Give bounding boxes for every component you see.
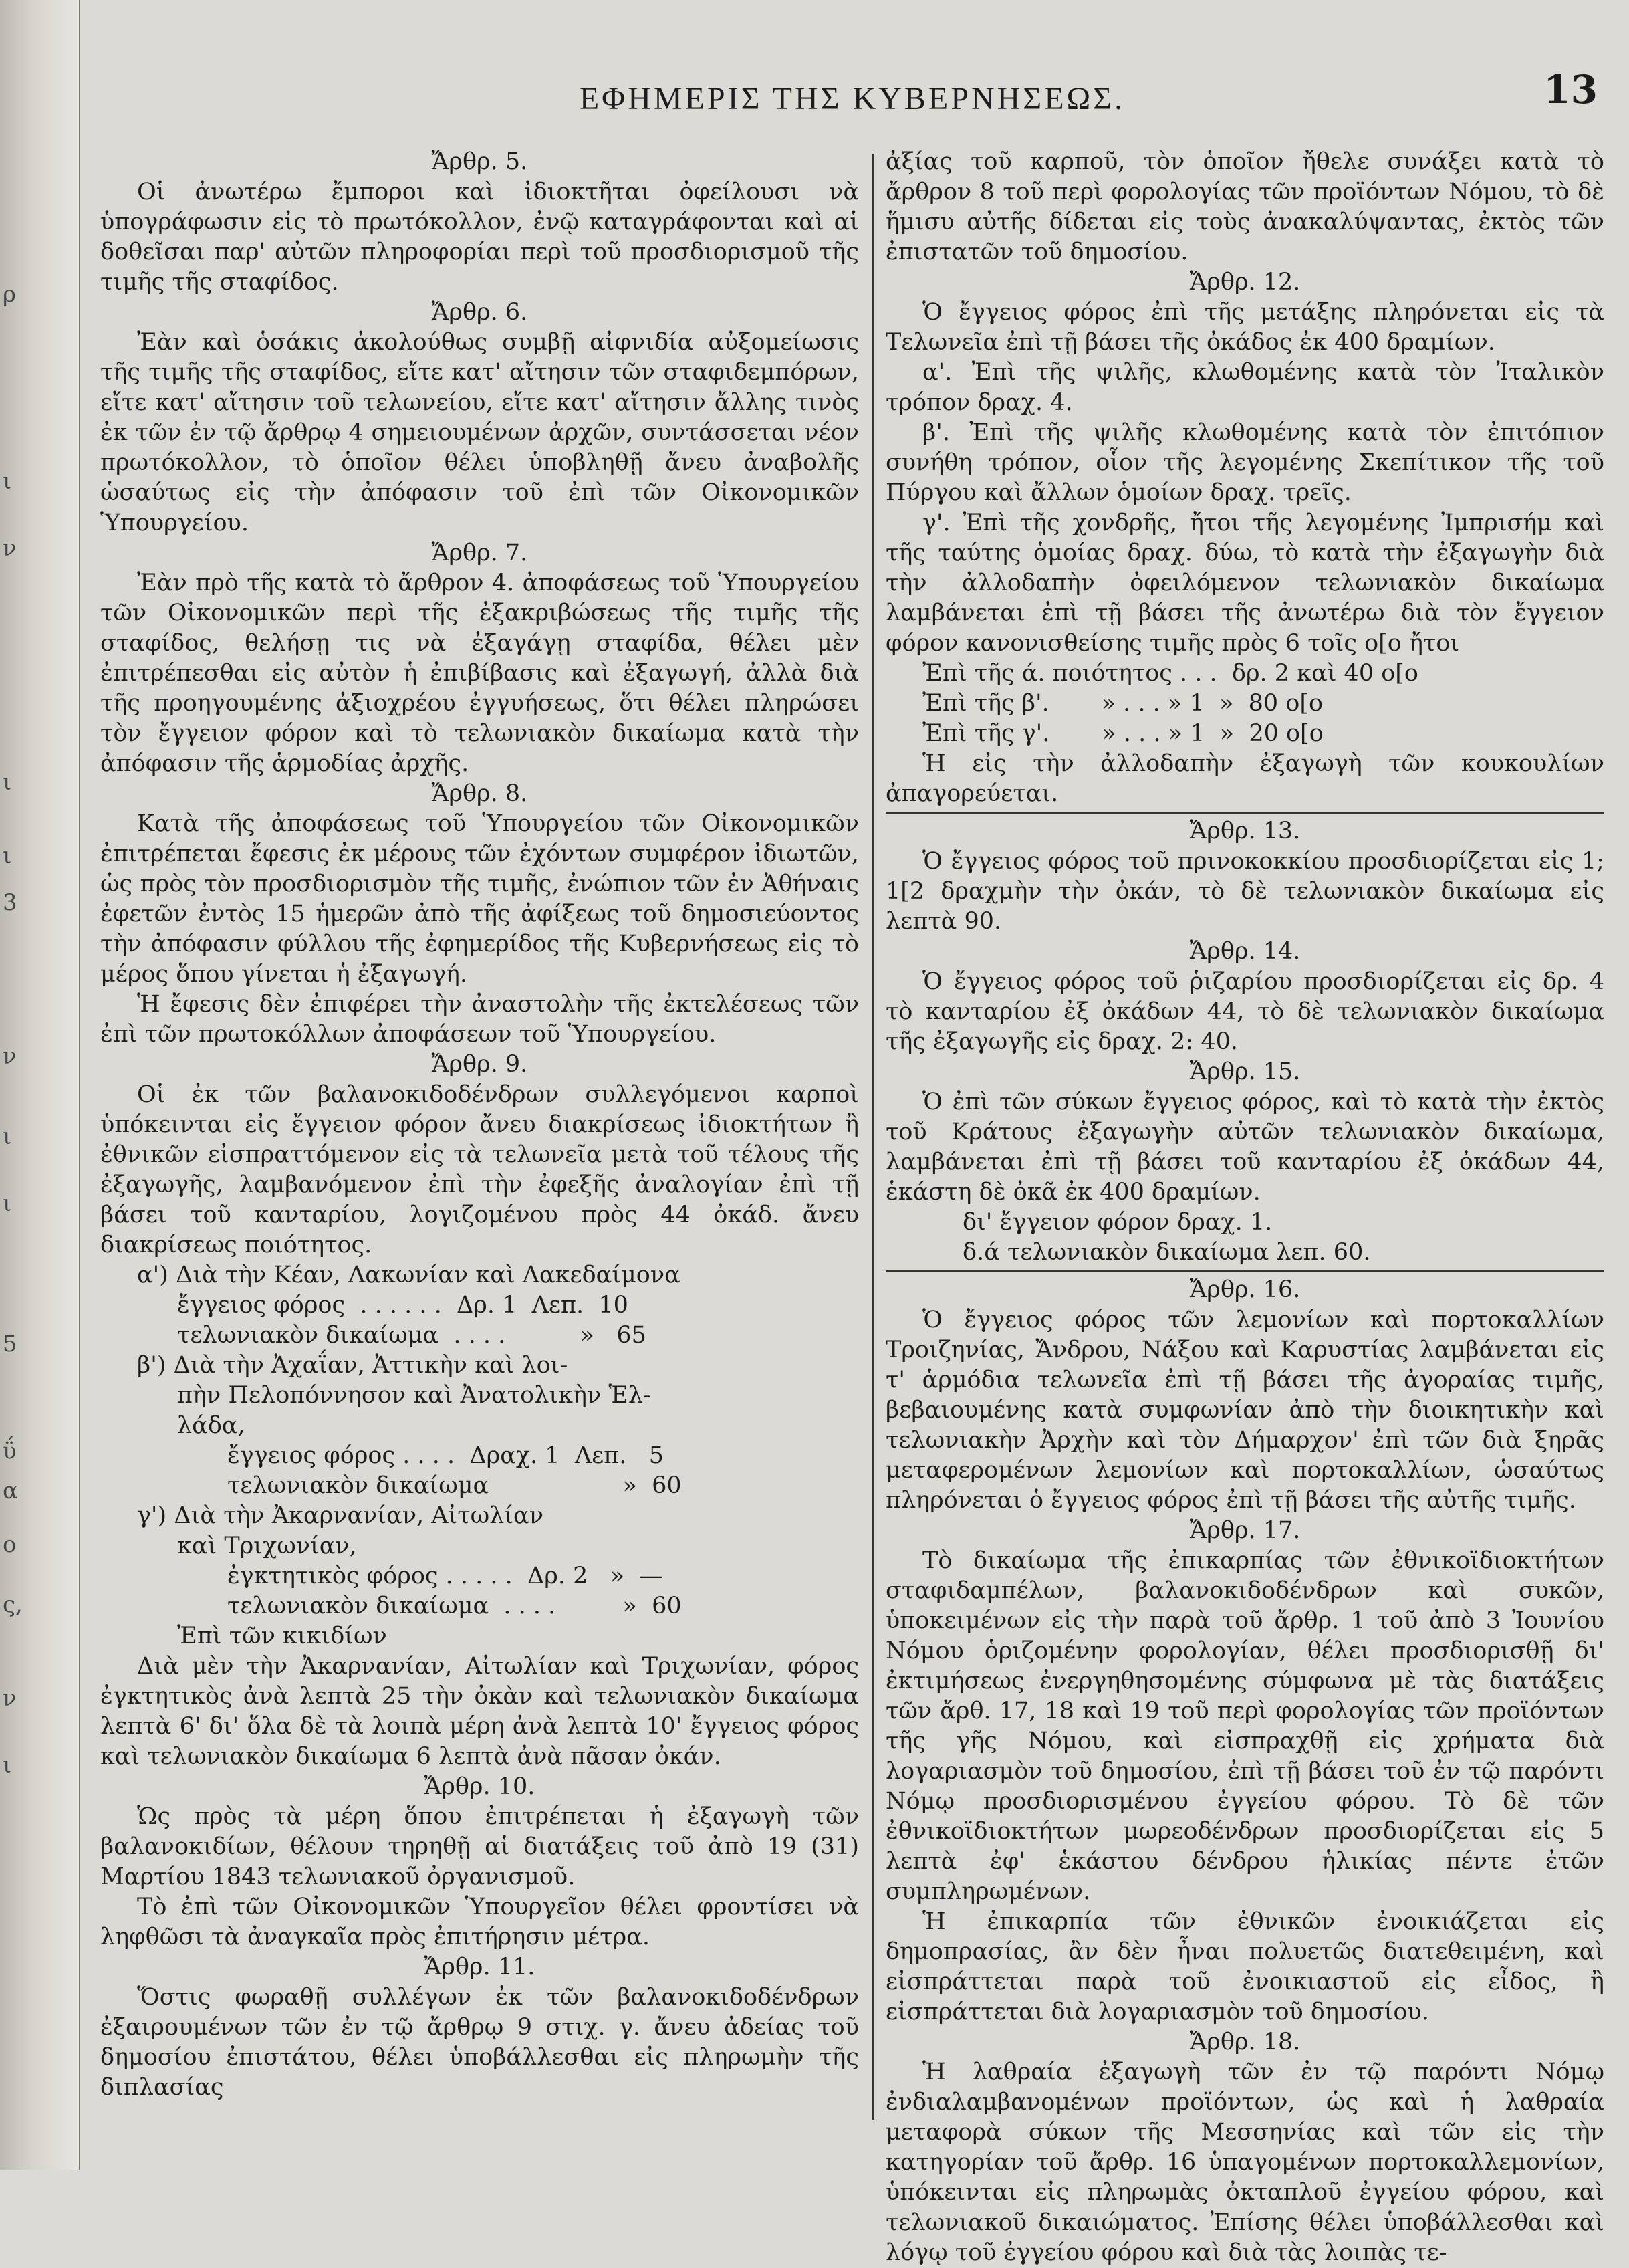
article-heading: Ἄρθρ. 5. <box>431 148 528 175</box>
tariff-line: Ἐπὶ τῆς γ'. » . . . » 1 » 20 ο[ο <box>922 720 1324 747</box>
paragraph: α'. Ἐπὶ τῆς ψιλῆς, κλωθομένης κατὰ τὸν Ἰταλικὸν τρόπον δραχ. 4. <box>886 359 1604 416</box>
tariff-line: Ἐπὶ τῆς β'. » . . . » 1 » 80 ο[ο <box>922 690 1324 717</box>
tariff-line: πὴν Πελοπόννησον καὶ Ἀνατολικὴν Ἑλ- <box>177 1382 651 1409</box>
paragraph: Ὅστις φωραθῇ συλλέγων ἐκ τῶν βαλανοκιδοδένδρων ἐξαιρουμένων τῶν ἐν τῷ ἄρθρῳ 9 στιχ. γ. ἄνευ ἀδείας τοῦ δημοσίου ἐπιστάτου, θέλει ὑποβάλλεσθαι εἰς πληρωμὴν τῆς διπλασίας <box>100 1984 859 2101</box>
binding-text-fragment: ο <box>3 1531 17 1558</box>
tariff-line: ἐγκτητικὸς φόρος . . . . . Δρ. 2 » — <box>227 1563 663 1589</box>
paragraph: Ὁ ἔγγειος φόρος τοῦ ῥιζαρίου προσδιορίζεται εἰς δρ. 4 τὸ κανταρίου ἐξ ὀκάδων 44, τὸ δὲ τελωνιακὸν δικαίωμα τῆς ἐξαγωγῆς εἰς δραχ. 2: 40. <box>886 968 1604 1055</box>
article-heading: Ἄρθρ. 18. <box>1189 2029 1301 2055</box>
tariff-line: ἔγγειος φόρος . . . . Δραχ. 1 Λεπ. 5 <box>227 1442 664 1469</box>
binding-text-fragment: ι <box>3 468 12 495</box>
paragraph: Διὰ μὲν τὴν Ἀκαρνανίαν, Αἰτωλίαν καὶ Τριχωνίαν, φόρος ἐγκτητικὸς ἀνὰ λεπτὰ 25 τὴν ὀκὰν καὶ τελωνιακὸν δικαίωμα λεπτὰ 6' δι' ὅλα δὲ τὰ λοιπὰ μέρη ἀνὰ λεπτὰ 10' ἔγγειος φόρος καὶ τελωνιακὸν δικαίωμα 6 λεπτὰ ἀνὰ πᾶσαν ὀκάν. <box>100 1653 859 1770</box>
paragraph: Ὁ ἔγγειος φόρος ἐπὶ τῆς μετάξης πληρόνεται εἰς τὰ Τελωνεῖα ἐπὶ τῇ βάσει τῆς ὀκάδος ἐκ 400 δραμίων. <box>886 299 1604 356</box>
paragraph: Ὁ ἐπὶ τῶν σύκων ἔγγειος φόρος, καὶ τὸ κατὰ τὴν ἐκτὸς τοῦ Κράτους ἐξαγωγὴν αὐτῶν τελωνιακὸν δικαίωμα, λαμβάνεται ἐπὶ τῇ βάσει τοῦ κανταρίου ἐξ ὀκάδων 44, ἑκάστη δὲ ὀκᾶ ἐκ 400 δραμίων. <box>886 1089 1604 1206</box>
paragraph: Κατὰ τῆς ἀποφάσεως τοῦ Ὑπουργείου τῶν Οἰκονομικῶν ἐπιτρέπεται ἔφεσις ἐκ μέρους τῶν ἐχόντων συμφέρον ἰδιωτῶν, ὡς πρὸς τὸν προσδιορισμὸν τῆς τιμῆς, ἐνώπιον τῶν ἐν Ἀθήναις ἐφετῶν ἐντὸς 15 ἡμερῶν ἀπὸ τῆς ἀφίξεως τοῦ δημοσιεύοντος τὴν ἀπόφασιν φύλλου τῆς ἐφημερίδος τῆς Κυβερνήσεως εἰς τὸ μέρος ὅπου γίνεται ἡ ἐξαγωγή. <box>100 810 859 988</box>
binding-text-fragment: ν <box>3 1043 17 1070</box>
binding-text-fragment: ν <box>3 1685 17 1712</box>
article-heading: Ἄρθρ. 8. <box>431 780 528 807</box>
tariff-line: Ἐπὶ τῶν κικιδίων <box>177 1623 387 1650</box>
binding-text-fragment: ι <box>3 769 12 796</box>
page-title: ΕΦΗΜΕΡΙΣ ΤΗΣ ΚΥΒΕΡΝΗΣΕΩΣ. <box>579 81 1126 116</box>
binding-text-fragment: 3 <box>3 889 17 916</box>
binding-text-fragment: ι <box>3 1190 12 1217</box>
article-heading: Ἄρθρ. 9. <box>431 1051 528 1078</box>
binding-text-fragment: ι <box>3 1123 12 1150</box>
tariff-line: τελωνιακὸν δικαίωμα . . . . » 65 <box>177 1322 646 1349</box>
article-heading: Ἄρθρ. 17. <box>1189 1517 1301 1544</box>
paragraph: Τὸ δικαίωμα τῆς ἐπικαρπίας τῶν ἐθνικοϊδιοκτήτων σταφιδαμπέλων, βαλανοκιδοδένδρων καὶ συκῶν, ὑποκειμένων εἰς τὴν παρὰ τοῦ ἄρθρ. 1 τοῦ ἀπὸ 3 Ἰουνίου Νόμου ὁριζομένην φορολογίαν, θέλει προσδιορισθῇ δι' ἐκτιμήσεως ἐνεργηθησομένης σύμφωνα μὲ τὰς διατάξεις τῶν ἄρθ. 17, 18 καὶ 19 τοῦ περὶ φορολογίας τῶν προϊόντων τῆς γῆς Νόμου, καὶ εἰσπραχθῇ εἰς χρήματα διὰ λογαριασμὸν τοῦ δημοσίου, ἐπὶ τῇ βάσει τοῦ ἐν τῷ παρόντι Νόμῳ προσδιορισμένου ἐγγείου φόρου. Τὸ δὲ τῶν ἐθνικοϊδιοκτήτων μωρεοδένδρων προσδιορίζεται εἰς 5 λεπτὰ ἐφ' ἑκάστου δένδρου ἡλικίας πέντε ἐτῶν συμπληρωμένων. <box>886 1547 1604 1905</box>
left-column <box>100 147 859 2103</box>
tariff-line: λάδα, <box>177 1412 245 1439</box>
right-column <box>886 147 1604 2268</box>
tariff-line: δ.ά τελωνιακὸν δικαίωμα λεπ. 60. <box>963 1239 1371 1266</box>
binding-text-fragment: ι <box>3 1752 12 1779</box>
paragraph: Ἡ ἔφεσις δὲν ἐπιφέρει τὴν ἀναστολὴν τῆς ἐκτελέσεως τῶν ἐπὶ τῶν πρωτοκόλλων ἀποφάσεων τοῦ Ὑπουργείου. <box>100 991 859 1048</box>
page-number: 13 <box>1543 67 1598 112</box>
paragraph: Ἡ λαθραία ἐξαγωγὴ τῶν ἐν τῷ παρόντι Νόμῳ ἐνδιαλαμβανομένων προϊόντων, ὡς καὶ ἡ λαθραία μεταφορὰ σύκων τῆς Μεσσηνίας καὶ τῶν εἰς τὴν κατηγορίαν τοῦ ἄρθρ. 16 ὑπαγομένων πορτοκαλλεμονίων, ὑπόκεινται εἰς πληρωμὰς ὀκταπλοῦ ἐγγείου φόρου, καὶ τελωνιακοῦ δικαιώματος. Ἐπίσης θέλει ὑποβάλλεσθαι καὶ λόγῳ τοῦ ἐγγείου φόρου καὶ διὰ τὰς λοιπὰς τε- <box>886 2059 1604 2266</box>
paragraph: Ὁ ἔγγειος φόρος τῶν λεμονίων καὶ πορτοκαλλίων Τροιζηνίας, Ἄνδρου, Νάξου καὶ Καρυστίας λαμβάνεται εἰς τ' ἁρμόδια τελωνεῖα ἐπὶ τῇ βάσει τῆς ἀγοραίας τιμῆς, βεβαιουμένης κατὰ συμφωνίαν ἀπὸ τὴν διοικητικὴν καὶ τελωνιακὴν Ἀρχὴν καὶ τὸν Δήμαρχον' ἐπὶ τῶν διὰ ξηρᾶς μεταφερομένων λεμονίων καὶ πορτοκαλλίων, ὡσαύτως πληρόνεται ὁ ἔγγειος φόρος ἐπὶ τῇ βάσει τῆς αὐτῆς τιμῆς. <box>886 1307 1604 1514</box>
article-heading: Ἄρθρ. 13. <box>1189 818 1301 844</box>
tariff-line: Ἐπὶ τῆς ά. ποιότητος . . . δρ. 2 καὶ 40 ο[ο <box>922 660 1419 687</box>
article-heading: Ἄρθρ. 12. <box>1189 269 1301 296</box>
paragraph: Οἱ ἐκ τῶν βαλανοκιδοδένδρων συλλεγόμενοι καρποὶ ὑπόκεινται εἰς ἔγγειον φόρον ἄνευ διακρίσεως ἰδιοκτήτων ἢ ἐθνικῶν εἰσπραττόμενον εἰς τὰ τελωνεῖα μετὰ τοῦ τέλους τῆς ἐξαγωγῆς, λαμβανόμενον ἐπὶ τὴν ἐφεξῆς ἀναλογίαν ἐπὶ τῇ βάσει τοῦ κανταρίου, λογιζομένου πρὸς 44 ὀκάδ. ἄνευ διακρίσεως ποιότητος. <box>100 1081 859 1258</box>
binding-text-fragment: ι <box>3 842 12 869</box>
section-rule <box>886 1270 1604 1272</box>
tariff-line: δι' ἔγγειον φόρον δραχ. 1. <box>963 1209 1273 1236</box>
column-divider <box>872 154 874 2120</box>
paragraph: Ὁ ἔγγειος φόρος τοῦ πρινοκοκκίου προσδιορίζεται εἰς 1; 1[2 δραχμὴν τὴν ὀκάν, τὸ δὲ τελωνιακὸν δικαίωμα εἰς λεπτὰ 90. <box>886 848 1604 935</box>
article-heading: Ἄρθρ. 16. <box>1189 1276 1301 1303</box>
paragraph: β'. Ἐπὶ τῆς ψιλῆς κλωθομένης κατὰ τὸν ἐπιτόπιον συνήθη τρόπον, οἷον τῆς λεγομένης Σκεπίτικον τῆς τοῦ Πύργου καὶ ἄλλων ὁμοίων δραχ. τρεῖς. <box>886 419 1604 506</box>
binding-text-fragment: ν <box>3 535 17 562</box>
section-rule <box>886 812 1604 814</box>
paragraph: Ἐὰν πρὸ τῆς κατὰ τὸ ἄρθρον 4. ἀποφάσεως τοῦ Ὑπουργείου τῶν Οἰκονομικῶν περὶ τῆς ἐξακριβώσεως τῆς τιμῆς τῆς σταφίδος, θελήσῃ τις νὰ ἐξαγάγῃ σταφίδα, θέλει μὲν ἐπιτρέπεσθαι εἰς αὐτὸν ἡ ἐπιβίβασις καὶ ἐξαγωγή, ἀλλὰ διὰ τῆς προηγουμένης ἀξιοχρέου ἐγγυήσεως, ὅτι θέλει πληρώσει τὸν ἔγγειον φόρον καὶ τὸ τελωνιακὸν δικαίωμα κατὰ τὴν ἀπόφασιν τῆς ἁρμοδίας ἀρχῆς. <box>100 570 859 777</box>
tariff-line: β') Διὰ τὴν Ἀχαΐαν, Ἀττικὴν καὶ λοι- <box>137 1352 568 1379</box>
paragraph: Ἡ εἰς τὴν ἀλλοδαπὴν ἐξαγωγὴ τῶν κουκουλίων ἀπαγορεύεται. <box>886 750 1604 807</box>
tariff-line: γ') Διὰ τὴν Ἀκαρνανίαν, Αἰτωλίαν <box>137 1502 543 1529</box>
paragraph: γ'. Ἐπὶ τῆς χονδρῆς, ἤτοι τῆς λεγομένης Ἰμπρισήμ καὶ τῆς ταύτης ὁμοίας δραχ. δύω, τὸ κατὰ τὴν ἐξαγωγὴν διὰ τὴν ἀλλοδαπὴν ὀφειλόμενον τελωνιακὸν δικαίωμα λαμβάνεται ἐπὶ τῇ βάσει τῆς ἀνωτέρω διὰ τὸν ἔγγειον φόρον κανονισθείσης τιμῆς πρὸς 6 τοῖς ο[ο ἤτοι <box>886 509 1604 657</box>
tariff-line: ἔγγειος φόρος . . . . . . Δρ. 1 Λεπ. 10 <box>177 1292 628 1319</box>
article-heading: Ἄρθρ. 7. <box>431 540 528 566</box>
article-heading: Ἄρθρ. 10. <box>424 1773 535 1800</box>
tariff-line: α') Διὰ τὴν Κέαν, Λακωνίαν καὶ Λακεδαίμονα <box>137 1262 680 1288</box>
paragraph: Οἱ ἀνωτέρω ἔμποροι καὶ ἰδιοκτῆται ὀφείλουσι νὰ ὑπογράφωσιν εἰς τὸ πρωτόκολλον, ἐνῷ καταγράφονται καὶ αἱ δοθεῖσαι παρ' αὐτῶν πληροφορίαι περὶ τοῦ προσδιορισμοῦ τῆς τιμῆς τῆς σταφίδος. <box>100 179 859 296</box>
paragraph: ἀξίας τοῦ καρποῦ, τὸν ὁποῖον ἤθελε συνάξει κατὰ τὸ ἄρθρον 8 τοῦ περὶ φορολογίας τῶν προϊόντων Νόμου, τὸ δὲ ἥμισυ αὐτῆς δίδεται εἰς τοὺς ἀνακαλύψαντας, ἐκτὸς τῶν ἐπιστατῶν τοῦ δημοσίου. <box>886 148 1604 265</box>
article-heading: Ἄρθρ. 15. <box>1189 1058 1301 1085</box>
article-heading: Ἄρθρ. 6. <box>431 299 528 326</box>
newspaper-page <box>100 40 1604 2266</box>
paragraph: Τὸ ἐπὶ τῶν Οἰκονομικῶν Ὑπουργεῖον θέλει φροντίσει νὰ ληφθῶσι τὰ ἀναγκαῖα πρὸς ἐπιτήρησιν μέτρα. <box>100 1894 859 1950</box>
binding-text-fragment: ς, <box>3 1591 23 1618</box>
paragraph: Ἐὰν καὶ ὁσάκις ἀκολούθως συμβῇ αἰφνιδία αὐξομείωσις τῆς τιμῆς τῆς σταφίδος, εἴτε κατ' αἴτησιν τῶν σταφιδεμπόρων, εἴτε κατ' αἴτησιν τοῦ τελωνείου, εἴτε κατ' αἴτησιν ἄλλης τινὸς ἐκ τῶν ἐν τῷ ἄρθρῳ 4 σημειουμένων ἀρχῶν, συντάσσεται νέον πρωτόκολλον, τὸ ὁποῖον θέλει ὑποβληθῇ ἄνευ ἀναβολῆς ὡσαύτως εἰς τὴν ἀπόφασιν τοῦ ἐπὶ τῶν Οἰκονομικῶν Ὑπουργείου. <box>100 329 859 536</box>
tariff-line: τελωνιακὸν δικαίωμα » 60 <box>227 1472 682 1499</box>
paragraph: Ἡ ἐπικαρπία τῶν ἐθνικῶν ἐνοικιάζεται εἰς δημοπρασίας, ἂν δὲν ἦναι πολυετῶς διατεθειμένη, καὶ εἰσπράττεται παρὰ τοῦ ἐνοικιαστοῦ εἰς εἶδος, ἢ εἰσπράττεται διὰ λογαριασμὸν τοῦ δημοσίου. <box>886 1908 1604 2025</box>
binding-text-fragment: 5 <box>3 1331 17 1357</box>
binding-text-fragment: ΰ <box>3 1438 17 1464</box>
binding-text-fragment: α <box>3 1478 18 1504</box>
article-heading: Ἄρθρ. 14. <box>1189 938 1301 965</box>
book-binding-strip <box>0 0 80 2170</box>
paragraph: Ὡς πρὸς τὰ μέρη ὅπου ἐπιτρέπεται ἡ ἐξαγωγὴ τῶν βαλανοκιδίων, θέλουν τηρηθῇ αἱ διατάξεις τοῦ ἀπὸ 19 (31) Μαρτίου 1843 τελωνιακοῦ ὀργανισμοῦ. <box>100 1803 859 1890</box>
tariff-line: τελωνιακὸν δικαίωμα . . . . » 60 <box>227 1593 682 1619</box>
binding-text-fragment: ρ <box>3 281 16 308</box>
tariff-line: καὶ Τριχωνίαν, <box>177 1533 357 1559</box>
article-heading: Ἄρθρ. 11. <box>424 1954 535 1980</box>
